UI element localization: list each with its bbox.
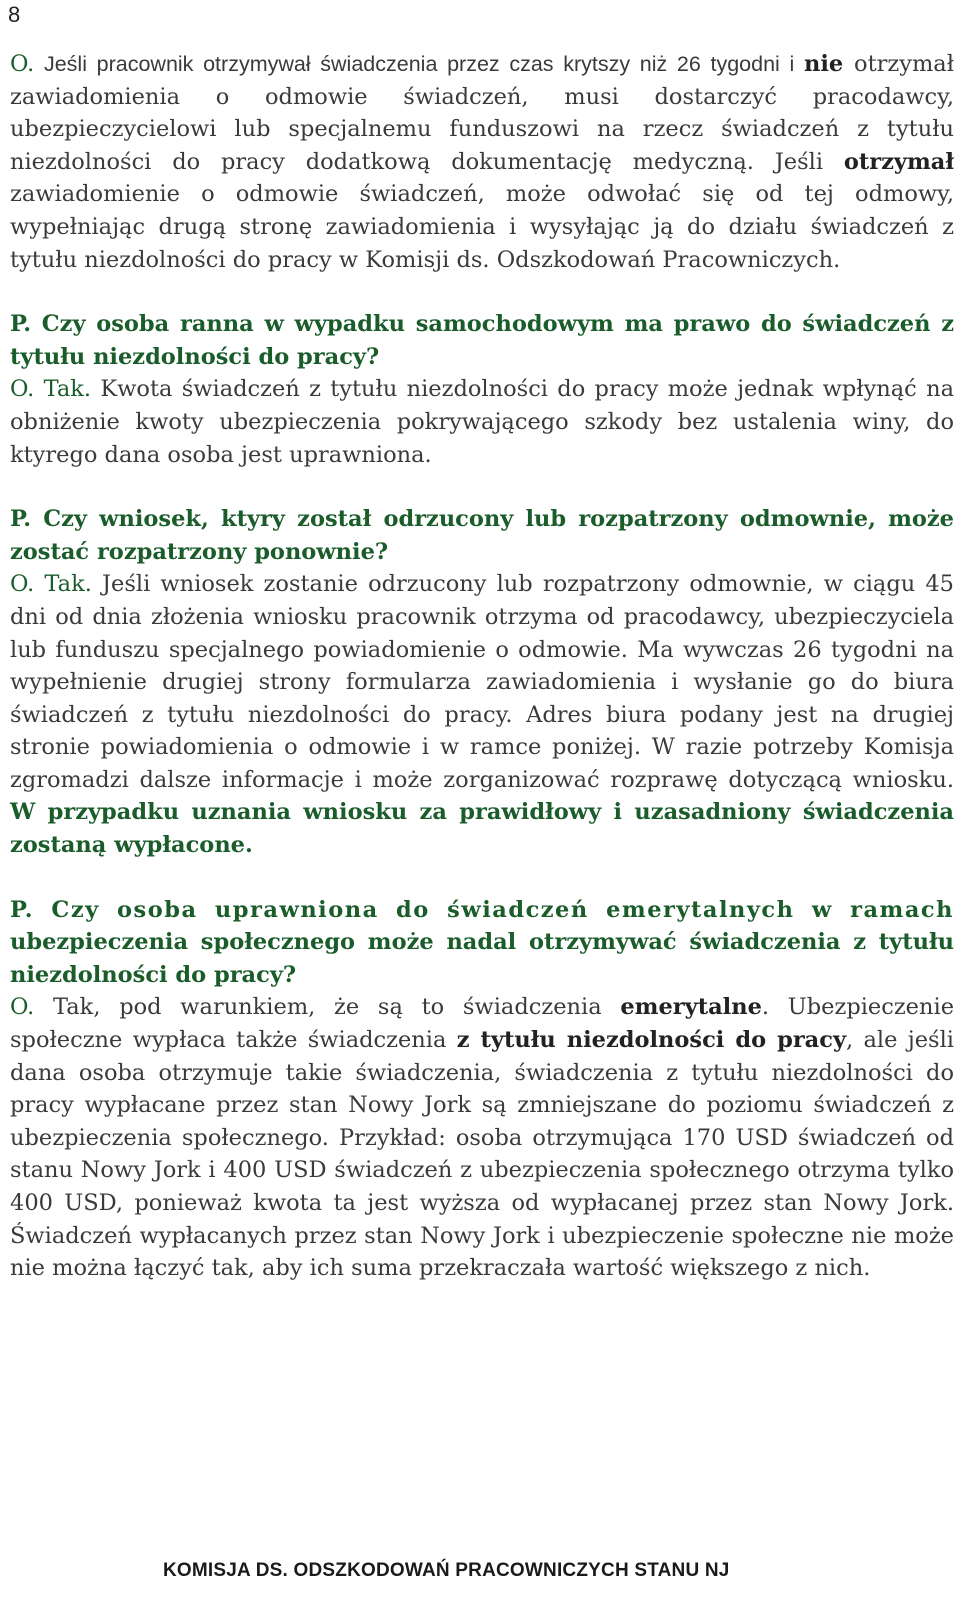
answer-label: O. Tak. xyxy=(10,571,92,598)
question-heading: P. Czy osoba uprawniona do świadczeń emerytalnych w ramach xyxy=(10,896,954,923)
emphasis-otrzymal: otrzymał xyxy=(843,148,955,175)
page-number: 8 xyxy=(8,2,21,27)
page-footer: KOMISJA DS. ODSZKODOWAŃ PRACOWNICZYCH STANU NJ xyxy=(163,1560,730,1581)
answer-emphasis: W przypadku uznania wniosku za prawidłowy i uzasadniony świadczenia zostaną wypłacone. xyxy=(10,799,954,859)
answer-text: zawiadomienie o odmowie świadczeń, może odwołać się od tej odmowy, wypełniając drugą stronę zawiadomienia i wysyłając ją do działu świadczeń z tytułu niezdolności do pracy w Komisji ds. Odszkodowań Pracowniczych. xyxy=(10,181,954,273)
paragraph-qa-3 xyxy=(10,503,954,862)
document-body xyxy=(10,48,954,1285)
question-heading-continued: ubezpieczenia społecznego może nadal otrzymywać świadczenia z tytułu niezdolności do pracy? xyxy=(10,929,954,988)
answer-text: otrzymał zawiadomienia o odmowie świadczeń, musi dostarczyć pracodawcy, ubezpieczycielowi lub specjalnemu funduszowi na rzecz świadczeń z tytułu niezdolności do pracy dodatkową dokumentację medyczną. xyxy=(10,51,955,175)
paragraph-qa-2 xyxy=(10,308,954,471)
answer-label: O. Tak. xyxy=(10,376,92,403)
answer-text: , ale jeśli dana osoba otrzymuje takie świadczenia, świadczenia z tytułu niezdolności do pracy wypłacane przez stan Nowy Jork są zmniejszane do poziomu świadczeń z ubezpieczenia społecznego. Przykład: osoba otrzymująca 170 USD świadczeń od stanu Nowy Jork i 400 USD świadczeń z ubezpieczenia społecznego otrzyma tylko 400 USD, ponieważ kwota ta jest wyższa od wypłacanej przez stan Nowy Jork. Świadczeń wypłacanych przez stan Nowy Jork i ubezpieczenie społeczne nie może nie można łączyć tak, aby ich suma przekraczała wartość większego z nich. xyxy=(10,1027,954,1282)
answer-label: O. xyxy=(10,994,35,1021)
answer-text: Kwota świadczeń z tytułu niezdolności do pracy może jednak wpłynąć na obniżenie kwoty ubezpieczenia pokrywającego szkody bez ustalenia winy, do ktyrego dana osoba jest uprawniona. xyxy=(10,376,954,468)
emphasis-tytulu: z tytułu niezdolności do pracy xyxy=(456,1027,847,1054)
emphasis-emerytalne: emerytalne xyxy=(620,994,762,1021)
answer-text: Tak, pod warunkiem, że są to świadczenia xyxy=(34,994,621,1021)
answer-text: . Ubezpieczenie społeczne wypłaca także świadczenia xyxy=(10,994,955,1054)
paragraph-answer-1 xyxy=(10,48,954,276)
paragraph-qa-4 xyxy=(10,894,954,1285)
question-heading: P. Czy osoba ranna w wypadku samochodowym ma prawo do świadczeń z tytułu niezdolności do pracy? xyxy=(10,311,954,370)
emphasis-nie: nie xyxy=(803,51,844,77)
question-heading: P. Czy wniosek, ktyry został odrzucony lub rozpatrzony odmownie, może zostać rozpatrzony ponownie? xyxy=(10,506,954,565)
answer-text: Jeśli xyxy=(753,148,844,175)
answer-label: O. xyxy=(10,51,35,77)
answer-text-sans: Jeśli pracownik otrzymywał świadczenia przez czas krytszy niż 26 tygodni i xyxy=(34,52,804,76)
answer-text: Jeśli wniosek zostanie odrzucony lub rozpatrzony odmownie, w ciągu 45 dni od dnia złożenia wniosku pracownik otrzyma od pracodawcy, ubezpieczyciela lub funduszu specjalnego powiadomienie o odmowie. Ma wywczas 26 tygodni na wypełnienie drugiej strony formularza zawiadomienia i wysłanie go do biura świadczeń z tytułu niezdolności do pracy. Adres biura podany jest na drugiej stronie powiadomienia o odmowie i w ramce poniżej. W razie potrzeby Komisja zgromadzi dalsze informacje i może zorganizować rozprawę dotyczącą wniosku. xyxy=(10,571,954,793)
